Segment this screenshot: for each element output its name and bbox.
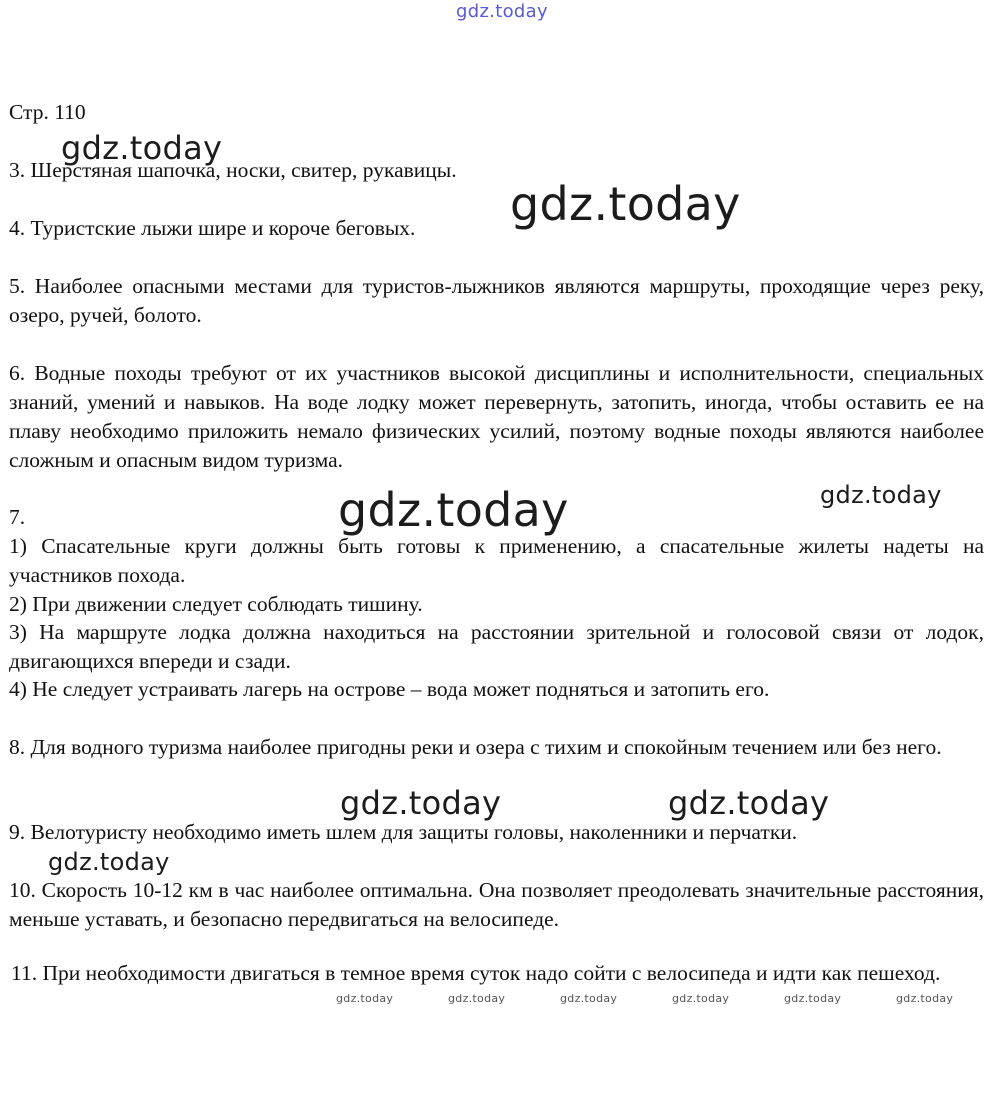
answer-3: 3. Шерстяная шапочка, носки, свитер, рукавицы. <box>9 158 457 182</box>
watermark-small: gdz.today <box>784 992 842 1005</box>
watermark: gdz.today <box>820 481 942 509</box>
answer-7-item-1: 1) Спасательные круги должны быть готовы к применению, а спасательные жилеты надеты на участников похода. <box>9 534 984 587</box>
answer-7-item-4: 4) Не следует устраивать лагерь на острове – вода может подняться и затопить его. <box>9 677 770 701</box>
answer-7-item-2: 2) При движении следует соблюдать тишину. <box>9 592 423 616</box>
watermark: gdz.today <box>338 483 569 537</box>
answer-6: 6. Водные походы требуют от их участников высокой дисциплины и исполнительности, специальных знаний, умений и навыков. На воде лодку может перевернуть, затопить, иногда, чтобы оставить ее на плаву необходимо приложить немало физических усилий, поэтому водные походы являются наиболее сложным и опасным видом туризма. <box>9 361 984 472</box>
answer-7-item-3: 3) На маршруте лодка должна находиться на расстоянии зрительной и голосовой связи от лодок, двигающихся впереди и сзади. <box>9 620 984 673</box>
page-label: Стр. 110 <box>9 100 86 124</box>
watermark: gdz.today <box>668 784 830 822</box>
watermark-small: gdz.today <box>560 992 618 1005</box>
answer-5: 5. Наиболее опасными местами для туристов-лыжников являются маршруты, проходящие через реку, озеро, ручей, болото. <box>9 274 984 327</box>
answer-9: 9. Велотуристу необходимо иметь шлем для защиты головы, наколенники и перчатки. <box>9 820 798 844</box>
watermark: gdz.today <box>61 129 223 167</box>
answer-11: 11. При необходимости двигаться в темное время суток надо сойти с велосипеда и идти как пешеход. <box>11 961 941 985</box>
answer-7-title: 7. <box>9 505 26 529</box>
answer-10: 10. Скорость 10-12 км в час наиболее оптимальна. Она позволяет преодолевать значительные расстояния, меньше уставать, и безопасно передвигаться на велосипеде. <box>9 878 984 931</box>
watermark: gdz.today <box>340 784 502 822</box>
answer-8: 8. Для водного туризма наиболее пригодны реки и озера с тихим и спокойным течением или без него. <box>9 735 942 759</box>
watermark-top: gdz.today <box>456 1 548 22</box>
answer-4: 4. Туристские лыжи шире и короче беговых. <box>9 216 416 240</box>
watermark-small: gdz.today <box>336 992 394 1005</box>
watermark: gdz.today <box>510 177 741 231</box>
watermark-small: gdz.today <box>672 992 730 1005</box>
watermark-small: gdz.today <box>448 992 506 1005</box>
watermark: gdz.today <box>48 848 170 876</box>
watermark-small: gdz.today <box>896 992 954 1005</box>
